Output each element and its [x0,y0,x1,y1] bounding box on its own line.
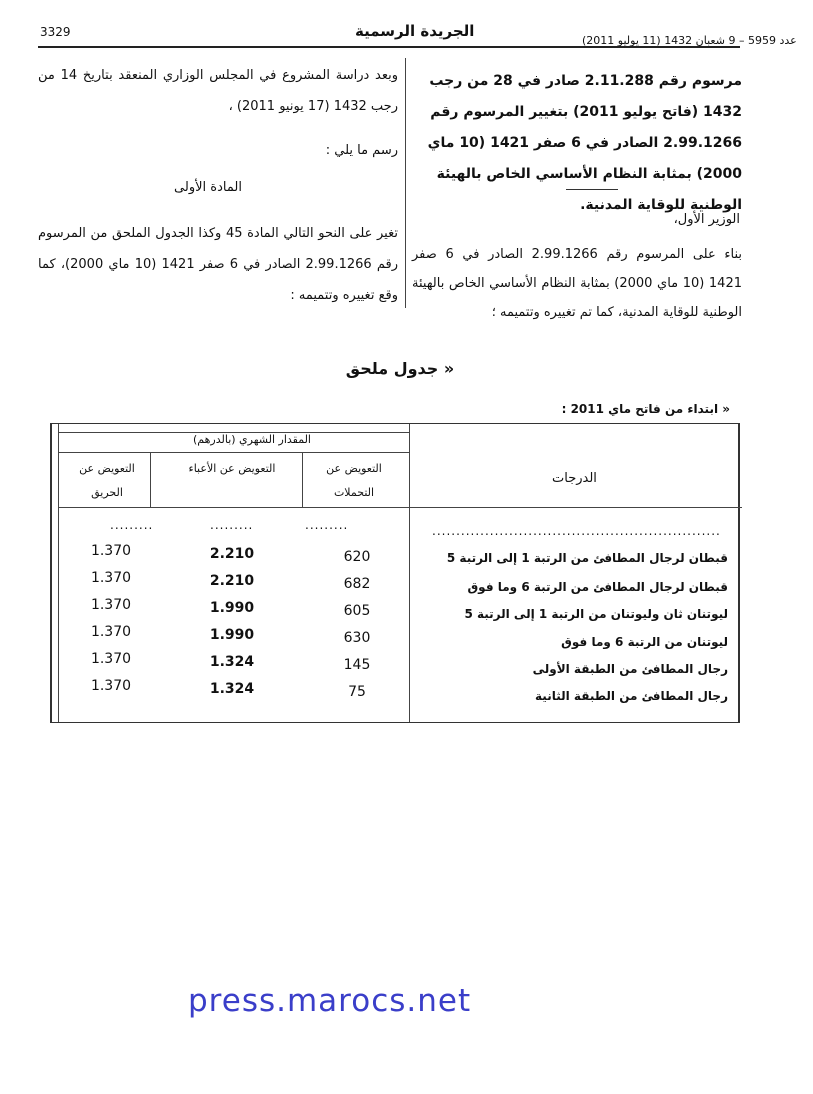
issue-line: عدد 5959 – 9 شعبان 1432 (11 يوليو 2011) [582,34,797,47]
charges-header: التعويض عن التحملات [326,462,382,499]
burdens-value: 1.324 [209,654,255,670]
burdens-header: التعويض عن الأعباء [188,462,276,475]
article-body: تغير على النحو التالي المادة 45 وكذا الجدول الملحق من المرسوم رقم 2.99.1266 الصادر في 6 صفر 1421 (10 ماي 2000)، كما وقع تغييره وتتميمه : [38,226,398,303]
charges-value: 630 [343,630,371,646]
fire-value: 1.370 [90,597,132,613]
burdens-dots: ......... [210,518,254,532]
group-header: المقدار الشهري (بالدرهم) [193,433,311,446]
grade-label: قبطان لرجال المطافئ من الرتبة 1 إلى الرتبة 5 [446,551,728,565]
fire-value: 1.370 [90,624,132,640]
burdens-value: 1.990 [209,600,255,616]
charges-value: 620 [343,549,371,565]
header-divider [38,46,740,48]
decreed-line: رسم ما يلي : [325,143,398,158]
fire-value: 1.370 [90,651,132,667]
grade-label: ليوتنان من الرتبة 6 وما فوق [561,635,728,649]
journal-title: الجريدة الرسمية [355,22,475,40]
column-divider [405,58,406,308]
header-bottom-rule [58,507,742,508]
charges-value: 145 [343,657,371,673]
title-separator [566,189,618,190]
article-heading: المادة الأولى [174,180,242,195]
fire-value: 1.370 [90,678,132,694]
fire-value: 1.370 [90,543,132,559]
burdens-value: 2.210 [209,546,255,562]
burdens-column-divider [150,452,151,507]
grade-label: رجال المطافئ من الطبقة الأولى [532,662,728,676]
fire-header: التعويض عن الحريق [79,462,135,499]
fire-value: 1.370 [90,570,132,586]
burdens-value: 2.210 [209,573,255,589]
charges-value: 605 [343,603,371,619]
grade-label: رجال المطافئ من الطبقة الثانية [535,689,728,703]
charges-value: 682 [343,576,371,592]
council-deliberation-text: وبعد دراسة المشروع في المجلس الوزاري المنعقد بتاريخ 14 من رجب 1432 (17 يونيو 2011) ، [38,68,398,114]
preamble-text: بناء على المرسوم رقم 2.99.1266 الصادر في 6 صفر 1421 (10 ماي 2000) بمثابة النظام الأساسي الخاص بالهيئة الوطنية للوقاية المدنية، كما تم تغييره وتتميمه ؛ [412,247,743,320]
grades-dots: ............................................................ [432,524,721,538]
page-number: 3329 [40,25,71,39]
annex-table-title: « جدول ملحق [345,359,455,378]
burdens-value: 1.324 [209,681,255,697]
grades-header: الدرجات [552,471,597,486]
source-watermark: press.marocs.net [188,983,472,1019]
burdens-value: 1.990 [209,627,255,643]
decree-title: مرسوم رقم 2.11.288 صادر في 28 من رجب 1432 (فاتح يوليو 2011) بتغيير المرسوم رقم 2.99.1266 الصادر في 6 صفر 1421 (10 ماي 2000) بمثابة النظام الأساسي الخاص بالهيئة الوطنية للوقاية المدنية. [427,73,742,213]
table-left-inner-border [58,424,59,722]
grade-label: ليوتنان ثان وليوتنان من الرتبة 1 إلى الرتبة 5 [464,607,728,621]
charges-column-divider [302,452,303,507]
minister-line: الوزير الأول، [673,212,740,227]
grade-label: قبطان لرجال المطافئ من الرتبة 6 وما فوق [467,580,728,594]
fire-dots: ......... [110,518,154,532]
effective-date: « ابتداء من فاتح ماي 2011 : [561,402,730,416]
grades-column-divider [409,424,410,722]
allowances-table [50,423,740,723]
charges-dots: ......... [305,518,349,532]
charges-value: 75 [348,684,366,700]
